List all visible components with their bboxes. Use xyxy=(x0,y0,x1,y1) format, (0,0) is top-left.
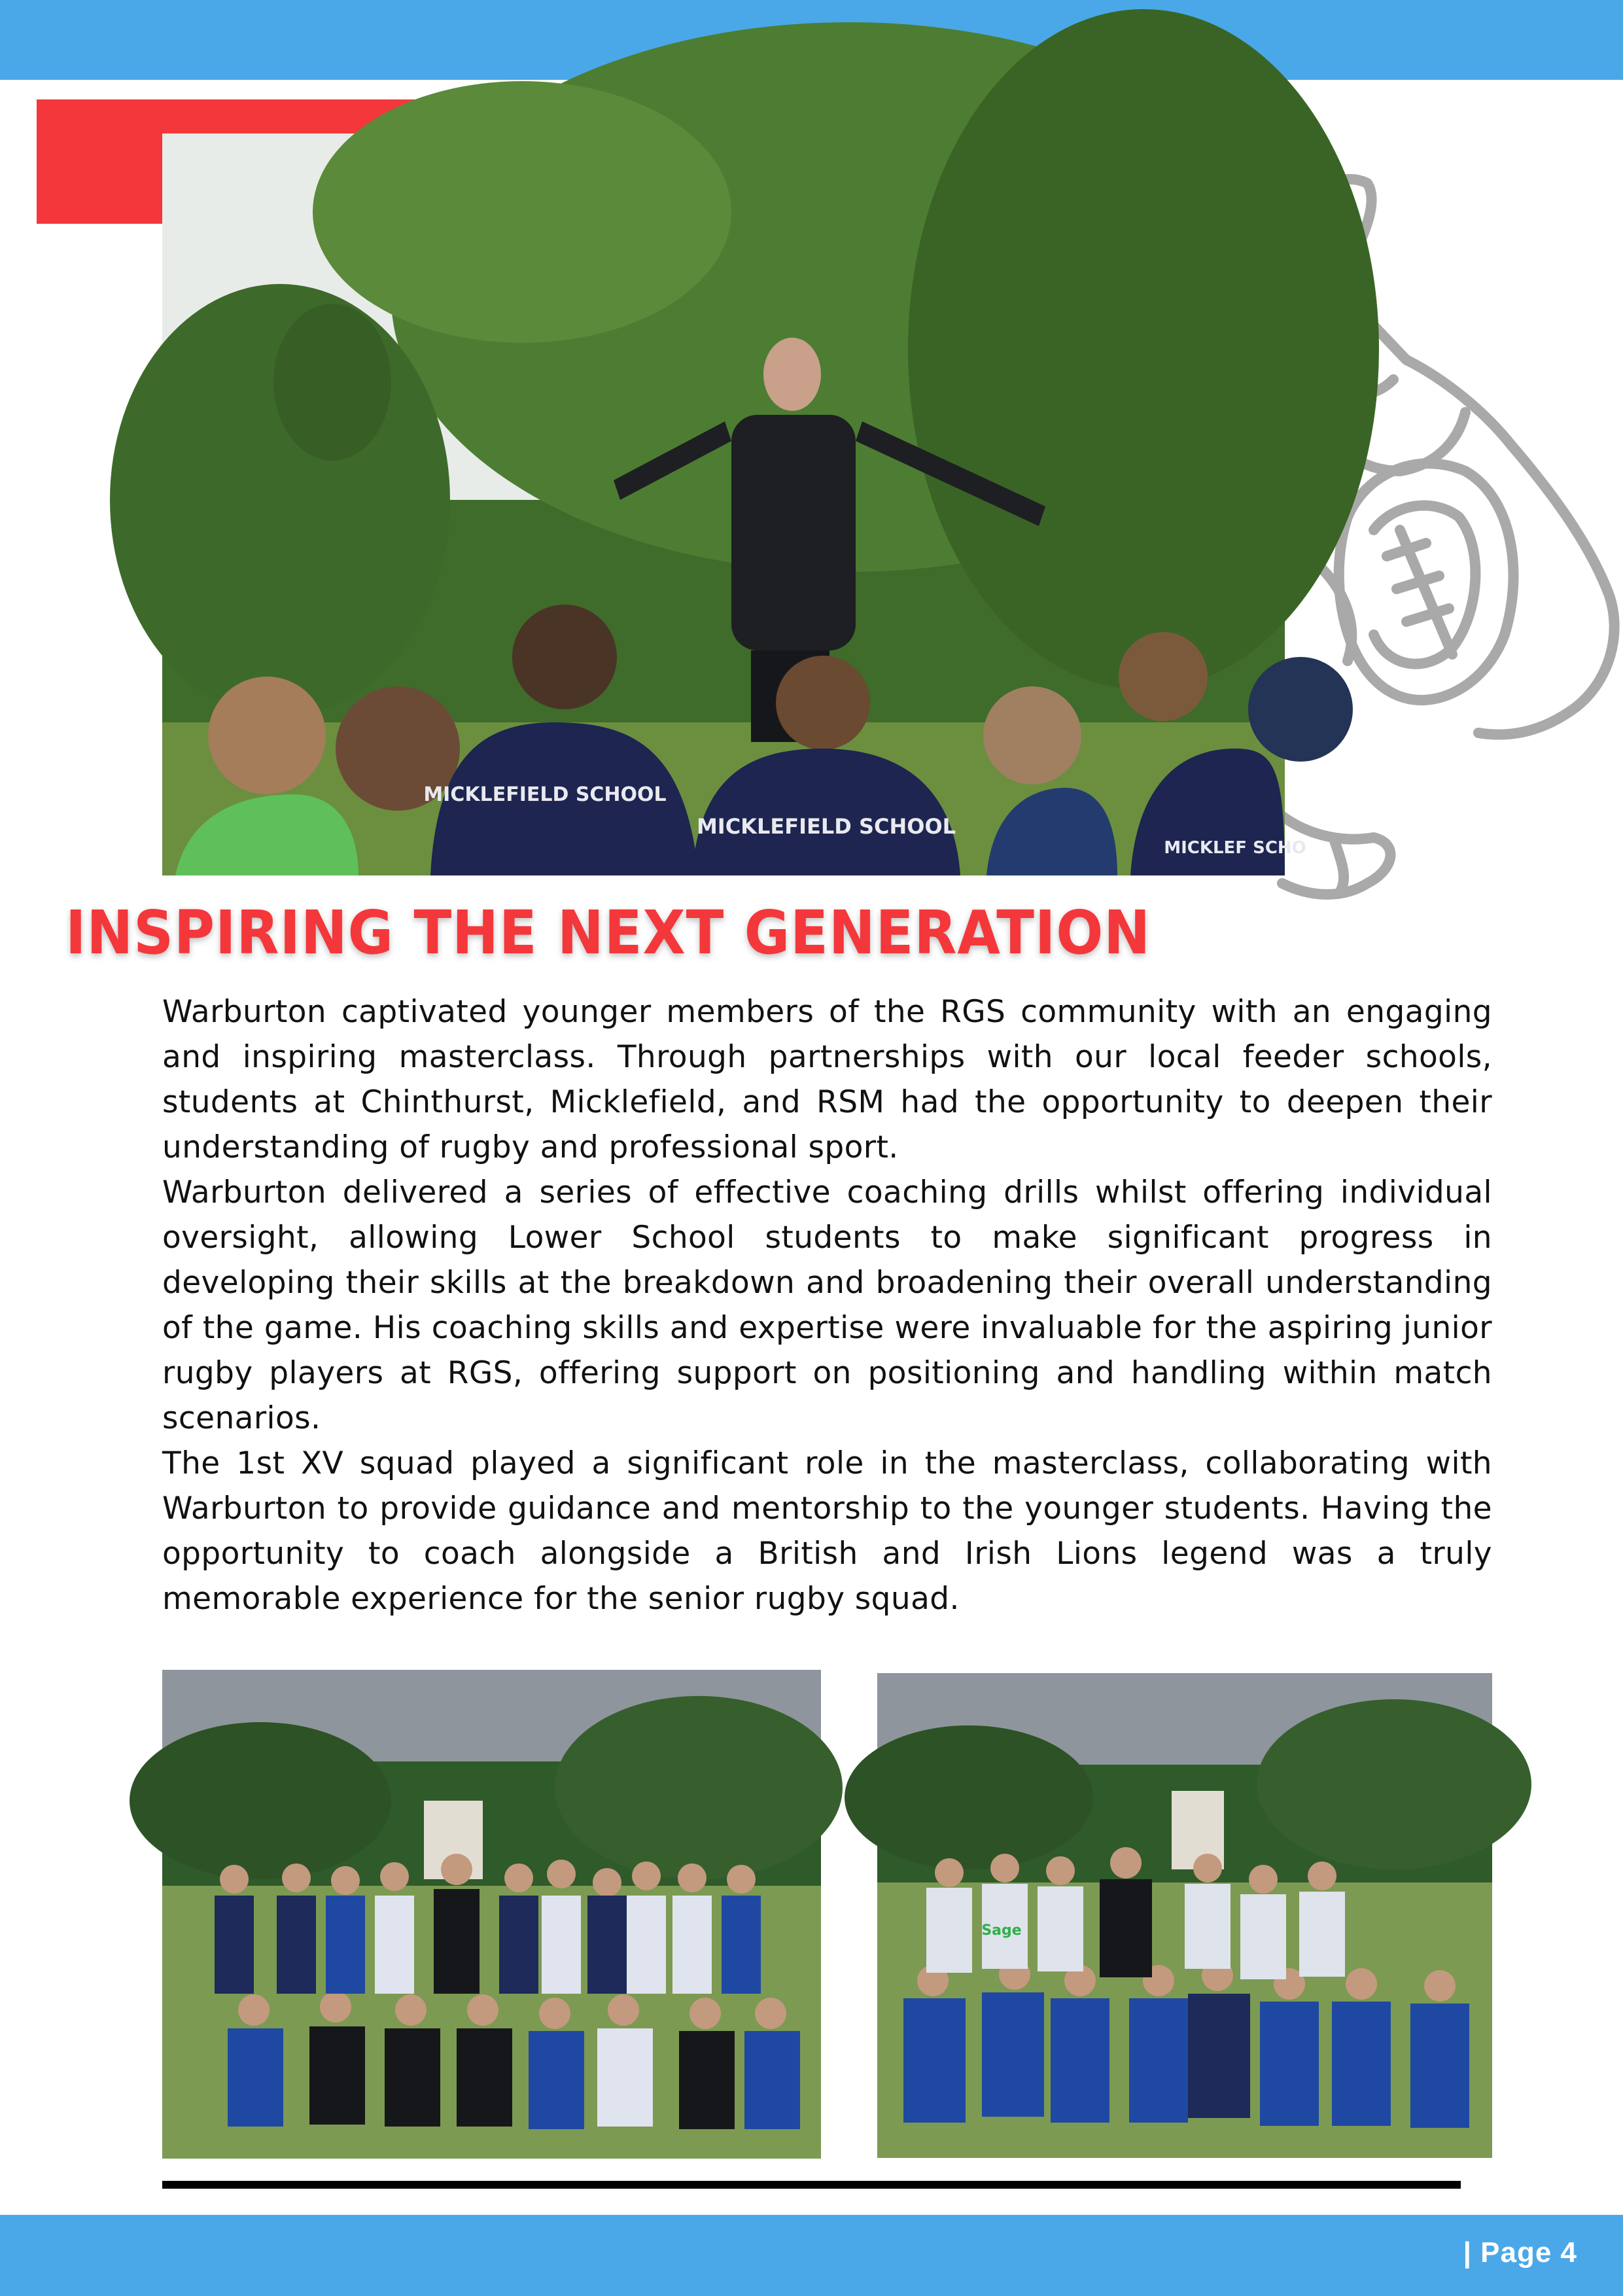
shirt-logo: Sage xyxy=(981,1922,1022,1939)
red-corner-accent-vertical xyxy=(37,99,162,224)
article-paragraph-3: The 1st XV squad played a significant role in the masterclass, collaborating with Warburton to provide guidance and mentorship to the younger students. Having the opportunity to coach alongside a British and Irish Lions legend was a truly memorable experience for the senior rugby squad. xyxy=(162,1445,1492,1617)
article-paragraph-2: Warburton delivered a series of effective coaching drills whilst offering individual oversight, allowing Lower School students to make significant progress in developing their skills at the breakdown and broadening their overall understanding of the game. His coaching skills and expertise were invaluable for the aspiring junior rugby players at RGS, offering support on positioning and handling within match scenarios. xyxy=(162,1174,1492,1436)
article-body xyxy=(162,989,1492,1621)
jacket-text-3: MICKLEF SCHO xyxy=(1164,838,1306,858)
article-paragraph-1: Warburton captivated younger members of the RGS community with an engaging and inspiring masterclass. Through partnerships with our local feeder schools, students at Chinthurst, Micklefield, and RSM had the opportunity to deepen their understanding of rugby and professional sport. xyxy=(162,994,1492,1165)
jacket-text-1: MICKLEFIELD SCHOOL xyxy=(423,783,667,806)
page-number: | Page 4 xyxy=(1463,2236,1577,2269)
group-photo-boys xyxy=(877,1673,1492,2158)
jacket-text-2: MICKLEFIELD SCHOOL xyxy=(696,814,956,839)
hero-photo xyxy=(162,133,1306,875)
article-headline: INSPIRING THE NEXT GENERATION xyxy=(65,898,1151,968)
footer-bar xyxy=(0,2215,1623,2296)
group-photo-girls xyxy=(162,1670,821,2159)
footer-divider xyxy=(162,2181,1461,2189)
